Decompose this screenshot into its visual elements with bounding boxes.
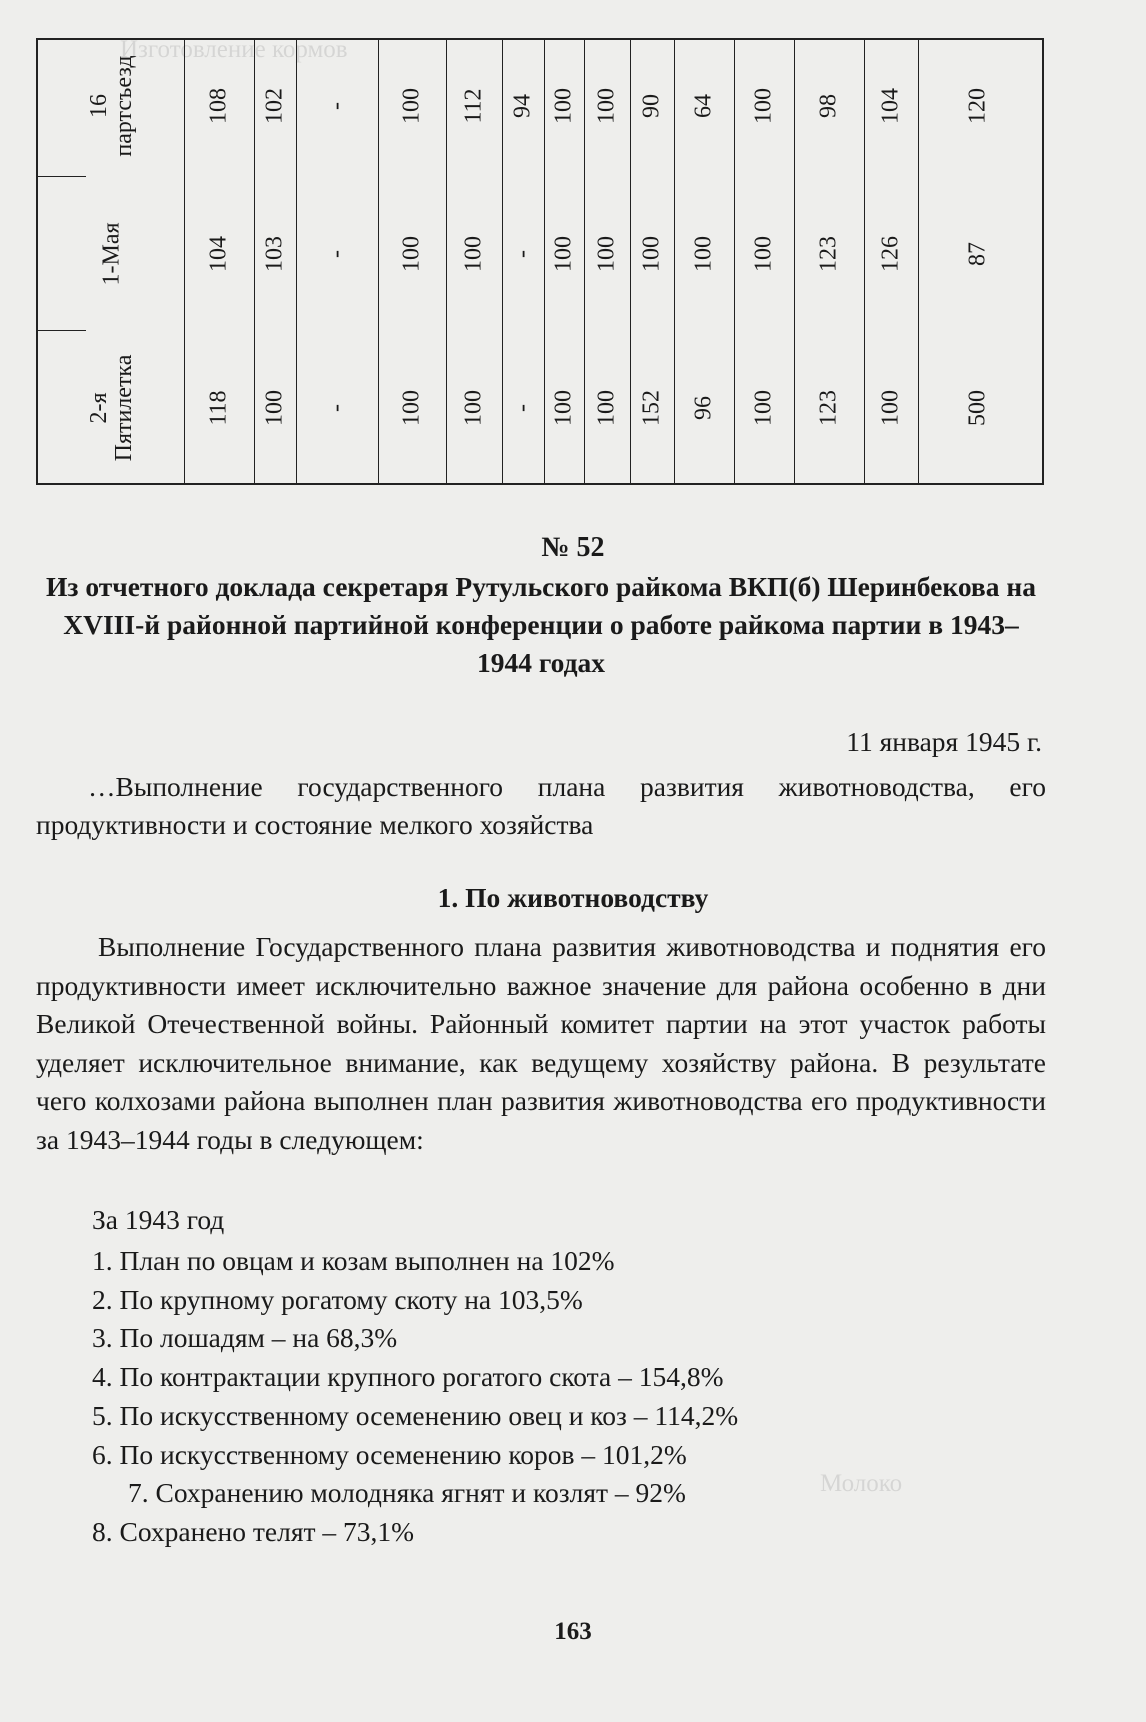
table-cell: 100 — [460, 236, 487, 272]
page-number: 163 — [554, 1618, 592, 1645]
table-cell: 123 — [815, 236, 842, 272]
table-cell: 108 — [205, 88, 232, 124]
table-cell: - — [323, 404, 350, 412]
table-cell: 100 — [750, 88, 777, 124]
table-cell: 100 — [261, 390, 288, 426]
table-cell: 100 — [690, 236, 717, 272]
list-item: 2. По крупному рогатому скоту на 103,5% — [92, 1283, 583, 1315]
bleed-through: Молоко — [820, 1470, 903, 1497]
document-number: № 52 — [541, 532, 605, 563]
year-label: За 1943 год — [92, 1204, 225, 1235]
table-cell: 100 — [593, 88, 620, 124]
table-cell: 94 — [509, 94, 536, 118]
table-header-cell: 1-Мая — [98, 222, 125, 286]
list-item: 7. Сохранению молодняка ягнят и козлят – 92% — [128, 1477, 686, 1509]
table-cell: 100 — [550, 88, 577, 124]
rotated-data-table — [36, 38, 1044, 485]
table-cell: 126 — [877, 236, 904, 272]
list-item: 6. По искусственному осеменению коров – 101,2% — [92, 1438, 687, 1470]
table-cell: 100 — [593, 236, 620, 272]
list-item: 4. По контрактации крупного рогатого скота – 154,8% — [92, 1361, 724, 1393]
table-cell: - — [509, 404, 536, 412]
table-cell: 123 — [815, 390, 842, 426]
list-item: 3. По лошадям – на 68,3% — [92, 1322, 398, 1354]
table-cell: 100 — [593, 390, 620, 426]
table-cell: 118 — [205, 390, 232, 426]
table-cell: 100 — [398, 88, 425, 124]
list-item: 5. По искусственному осеменению овец и коз – 114,2% — [92, 1399, 739, 1431]
table-cell: 96 — [690, 396, 717, 420]
table-cell: - — [323, 102, 350, 110]
table-cell: 100 — [750, 236, 777, 272]
table-cell: 100 — [398, 236, 425, 272]
table-cell: 104 — [877, 88, 904, 124]
table-cell: 500 — [964, 390, 991, 426]
table-header-cell: 16 партсъезд — [85, 55, 137, 157]
table-cell: 100 — [550, 236, 577, 272]
table-cell: 103 — [261, 236, 288, 272]
list-item: 8. Сохранено телят – 73,1% — [92, 1515, 415, 1547]
list-item: 1. План по овцам и козам выполнен на 102% — [92, 1245, 615, 1276]
table-cell: 112 — [460, 88, 487, 124]
table-cell: - — [509, 250, 536, 258]
table-cell: 100 — [750, 390, 777, 426]
section-heading: 1. По животноводству — [437, 882, 709, 913]
table-cell: 87 — [964, 242, 991, 266]
table-cell: - — [323, 250, 350, 258]
table-cell: 104 — [205, 236, 232, 272]
table-cell: 64 — [690, 94, 717, 118]
table-header-cell: 2-я Пятилетка — [85, 354, 137, 462]
table-cell: 100 — [550, 390, 577, 426]
table-cell: 100 — [460, 390, 487, 426]
table-cell: 152 — [638, 390, 665, 426]
table-cell: 98 — [815, 94, 842, 118]
table-cell: 100 — [877, 390, 904, 426]
table-cell: 102 — [261, 88, 288, 124]
table-cell: 90 — [638, 94, 665, 118]
body-paragraph: Выполнение Государственного плана развития животноводства и поднятия его продуктивности имеет исключительно важное значение для района особенно в дни Великой Отечественной войны. Районный комитет партии на этот участок работы уделяет исключительное внимание, как ведущему хозяйству района. В результате чего колхозами района выполнен план развития животноводства его продуктивности за 1943–1944 годы в следующем: — [36, 931, 1046, 1155]
table-cell: 100 — [638, 236, 665, 272]
document-date: 11 января 1945 г. — [846, 726, 1042, 757]
intro-paragraph: …Выполнение государственного плана развития животноводства, его продуктивности и состояние мелкого хозяйства — [36, 771, 1046, 840]
document-title: Из отчетного доклада секретаря Рутульского райкома ВКП(б) Шеринбекова на XVIII-й районной партийной конференции о работе райкома партии в 1943–1944 годах — [46, 571, 1036, 678]
table-cell: 100 — [398, 390, 425, 426]
bleed-through: Изготовление кормов — [120, 36, 348, 63]
table-cell: 120 — [964, 88, 991, 124]
results-list — [92, 1242, 738, 1552]
